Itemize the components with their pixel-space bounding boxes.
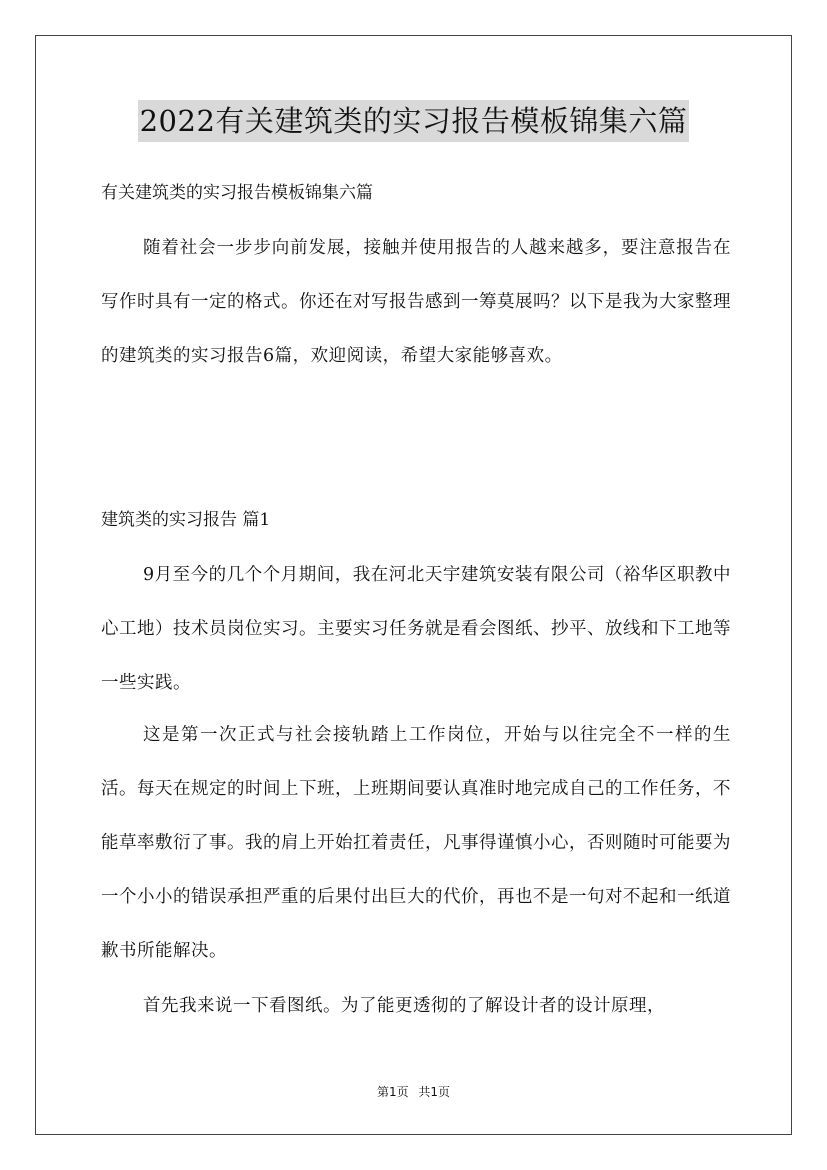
body-paragraph-3: 首先我来说一下看图纸。为了能更透彻的了解设计者的设计原理， <box>143 996 665 1016</box>
document-title: 2022有关建筑类的实习报告模板锦集六篇 <box>138 100 690 142</box>
body-paragraph-2: 这是第一次正式与社会接轨踏上工作岗位，开始与以往完全不一样的生活。每天在规定的时间上下班，上班期间要认真准时地完成自己的工作任务，不能草率敷衍了事。我的肩上开始扛着责任，凡事得谨慎小心，否则随时可能要为一个小小的错误承担严重的后果付出巨大的代价，再也不是一句对不起和一纸道歉书所能解决。 <box>101 725 731 961</box>
body-paragraph-1: 9月至今的几个个月期间，我在河北天宇建筑安装有限公司（裕华区职教中心工地）技术员岗位实习。主要实习任务就是看会图纸、抄平、放线和下工地等一些实践。 <box>101 565 731 693</box>
title-container <box>0 100 827 142</box>
document-subtitle: 有关建筑类的实习报告模板锦集六篇 <box>101 183 373 203</box>
section-heading: 建筑类的实习报告 篇1 <box>101 510 271 530</box>
page-number: 第1页 <box>376 1085 409 1099</box>
page-footer <box>0 1083 827 1100</box>
page-total: 共1页 <box>418 1085 451 1099</box>
intro-paragraph: 随着社会一步步向前发展，接触并使用报告的人越来越多，要注意报告在写作时具有一定的格式。你还在对写报告感到一筹莫展吗？以下是我为大家整理的建筑类的实习报告6篇，欢迎阅读，希望大家能够喜欢。 <box>101 238 731 366</box>
